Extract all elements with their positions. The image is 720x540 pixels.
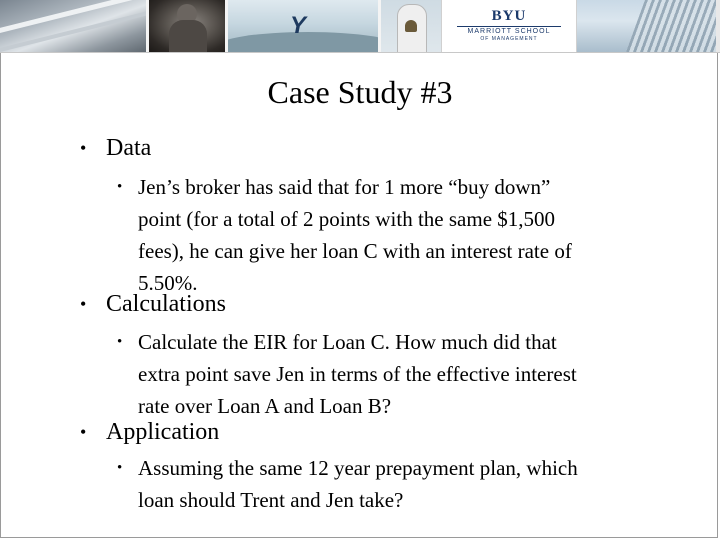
item-line: fees), he can give her loan C with an interest rate of: [138, 239, 572, 263]
banner-photo-mountain-y: [228, 0, 378, 52]
section-heading-application: Application: [106, 419, 220, 445]
logo-name: BYU: [491, 8, 527, 24]
section-heading-calculations: Calculations: [106, 291, 226, 317]
bell-icon: [405, 20, 417, 32]
item-line: 5.50%.: [138, 271, 198, 295]
section-heading-data: Data: [106, 135, 152, 161]
item-line: Calculate the EIR for Loan C. How much did that: [138, 330, 557, 354]
slide-title: Case Study #3: [267, 74, 453, 110]
bullet-icon: •: [117, 179, 123, 195]
bullet-icon: •: [117, 460, 123, 476]
item-line: point (for a total of 2 points with the same $1,500: [138, 207, 556, 231]
item-line: extra point save Jen in terms of the effective interest: [138, 362, 577, 386]
item-line: loan should Trent and Jen take?: [138, 488, 404, 512]
banner-photo-building: [577, 0, 716, 52]
header-banner: [0, 0, 720, 53]
bullet-icon: •: [80, 138, 87, 158]
bullet-icon: •: [80, 422, 87, 442]
bullet-icon: •: [80, 294, 87, 314]
mountain-y-logo: Y: [290, 12, 307, 39]
banner-photo-bell-tower: [381, 0, 441, 52]
logo-line1: MARRIOTT SCHOOL: [467, 28, 551, 35]
item-line: rate over Loan A and Loan B?: [138, 394, 392, 418]
item-line: Assuming the same 12 year prepayment plan, which: [138, 456, 578, 480]
byu-marriott-logo: [441, 0, 577, 52]
item-line: Jen’s broker has said that for 1 more “buy down”: [138, 175, 551, 199]
logo-line2: OF MANAGEMENT: [480, 36, 538, 42]
banner-photo-architecture: [0, 0, 146, 52]
bullet-icon: •: [117, 334, 123, 350]
banner-photo-statue: [149, 0, 225, 52]
